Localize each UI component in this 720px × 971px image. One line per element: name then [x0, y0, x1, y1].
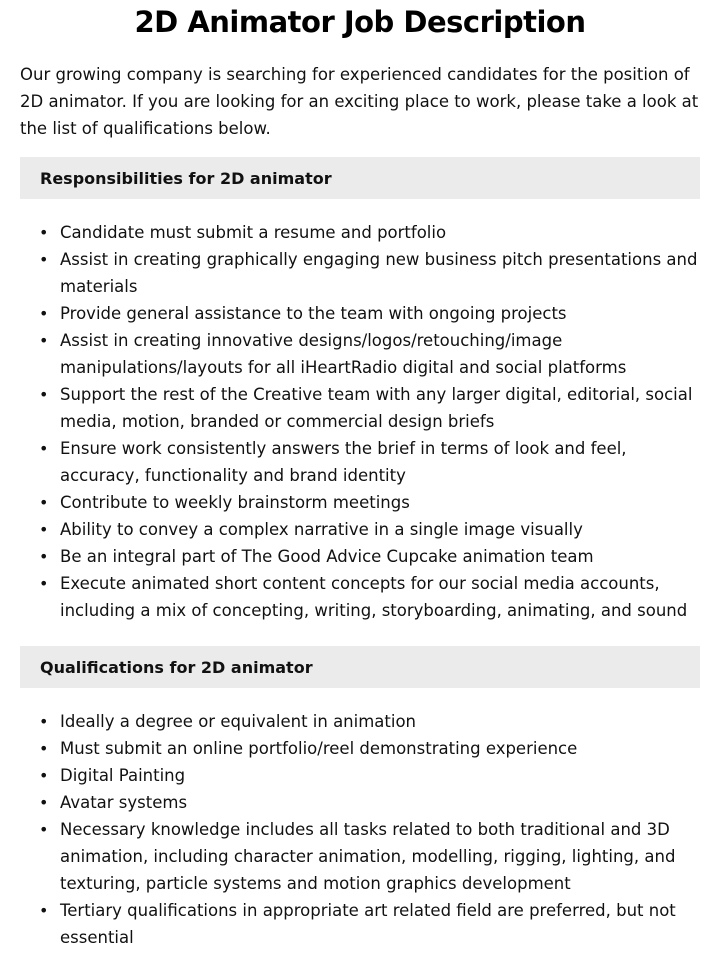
bullet-icon: • — [39, 793, 49, 812]
bullet-icon: • — [39, 385, 49, 404]
list-item-text: Assist in creating innovative designs/logos/retouching/image manipulations/layouts for all iHeartRadio digital and social platforms — [60, 331, 627, 377]
bullet-icon: • — [39, 304, 49, 323]
list-item — [20, 435, 700, 489]
intro-paragraph: Our growing company is searching for experienced candidates for the position of 2D animator. If you are looking for an exciting place to work, please take a look at the list of qualifications below. — [20, 65, 699, 138]
list-item-text: Contribute to weekly brainstorm meetings — [60, 493, 410, 512]
responsibilities-list — [20, 219, 700, 624]
qualifications-heading: Qualifications for 2D animator — [20, 646, 700, 688]
list-item — [20, 489, 700, 516]
bullet-icon: • — [39, 223, 49, 242]
list-item — [20, 300, 700, 327]
bullet-icon: • — [39, 547, 49, 566]
bullet-icon: • — [39, 439, 49, 458]
bullet-icon: • — [39, 901, 49, 920]
bullet-icon: • — [39, 820, 49, 839]
list-item — [20, 246, 700, 300]
list-item-text: Support the rest of the Creative team with any larger digital, editorial, social media, motion, branded or commercial design briefs — [60, 385, 693, 431]
list-item-text: Ensure work consistently answers the brief in terms of look and feel, accuracy, functionality and brand identity — [60, 439, 627, 485]
list-item — [20, 816, 700, 897]
list-item — [20, 219, 700, 246]
list-item — [20, 516, 700, 543]
list-item — [20, 543, 700, 570]
bullet-icon: • — [39, 574, 49, 593]
list-item-text: Execute animated short content concepts for our social media accounts, including a mix of concepting, writing, storyboarding, animating, and sound — [60, 574, 688, 620]
list-item-text: Must submit an online portfolio/reel demonstrating experience — [60, 739, 578, 758]
list-item-text: Ability to convey a complex narrative in a single image visually — [60, 520, 583, 539]
bullet-icon: • — [39, 331, 49, 350]
page-title: 2D Animator Job Description — [134, 5, 586, 39]
list-item-text: Necessary knowledge includes all tasks related to both traditional and 3D animation, including character animation, modelling, rigging, lighting, and texturing, particle systems and motion graphics development — [60, 820, 676, 893]
bullet-icon: • — [39, 493, 49, 512]
list-item-text: Provide general assistance to the team with ongoing projects — [60, 304, 567, 323]
list-item — [20, 327, 700, 381]
list-item-text: Be an integral part of The Good Advice Cupcake animation team — [60, 547, 594, 566]
list-item — [20, 570, 700, 624]
list-item-text: Avatar systems — [60, 793, 188, 812]
list-item — [20, 897, 700, 951]
list-item — [20, 708, 700, 735]
responsibilities-heading: Responsibilities for 2D animator — [20, 157, 700, 199]
bullet-icon: • — [39, 766, 49, 785]
bullet-icon: • — [39, 250, 49, 269]
list-item-text: Ideally a degree or equivalent in animation — [60, 712, 417, 731]
qualifications-list — [20, 708, 700, 951]
list-item-text: Assist in creating graphically engaging new business pitch presentations and materials — [60, 250, 698, 296]
bullet-icon: • — [39, 712, 49, 731]
bullet-icon: • — [39, 520, 49, 539]
list-item — [20, 762, 700, 789]
list-item-text: Digital Painting — [60, 766, 186, 785]
list-item — [20, 735, 700, 762]
list-item-text: Tertiary qualifications in appropriate art related field are preferred, but not essential — [60, 901, 676, 947]
list-item — [20, 789, 700, 816]
list-item — [20, 381, 700, 435]
bullet-icon: • — [39, 739, 49, 758]
list-item-text: Candidate must submit a resume and portfolio — [60, 223, 447, 242]
